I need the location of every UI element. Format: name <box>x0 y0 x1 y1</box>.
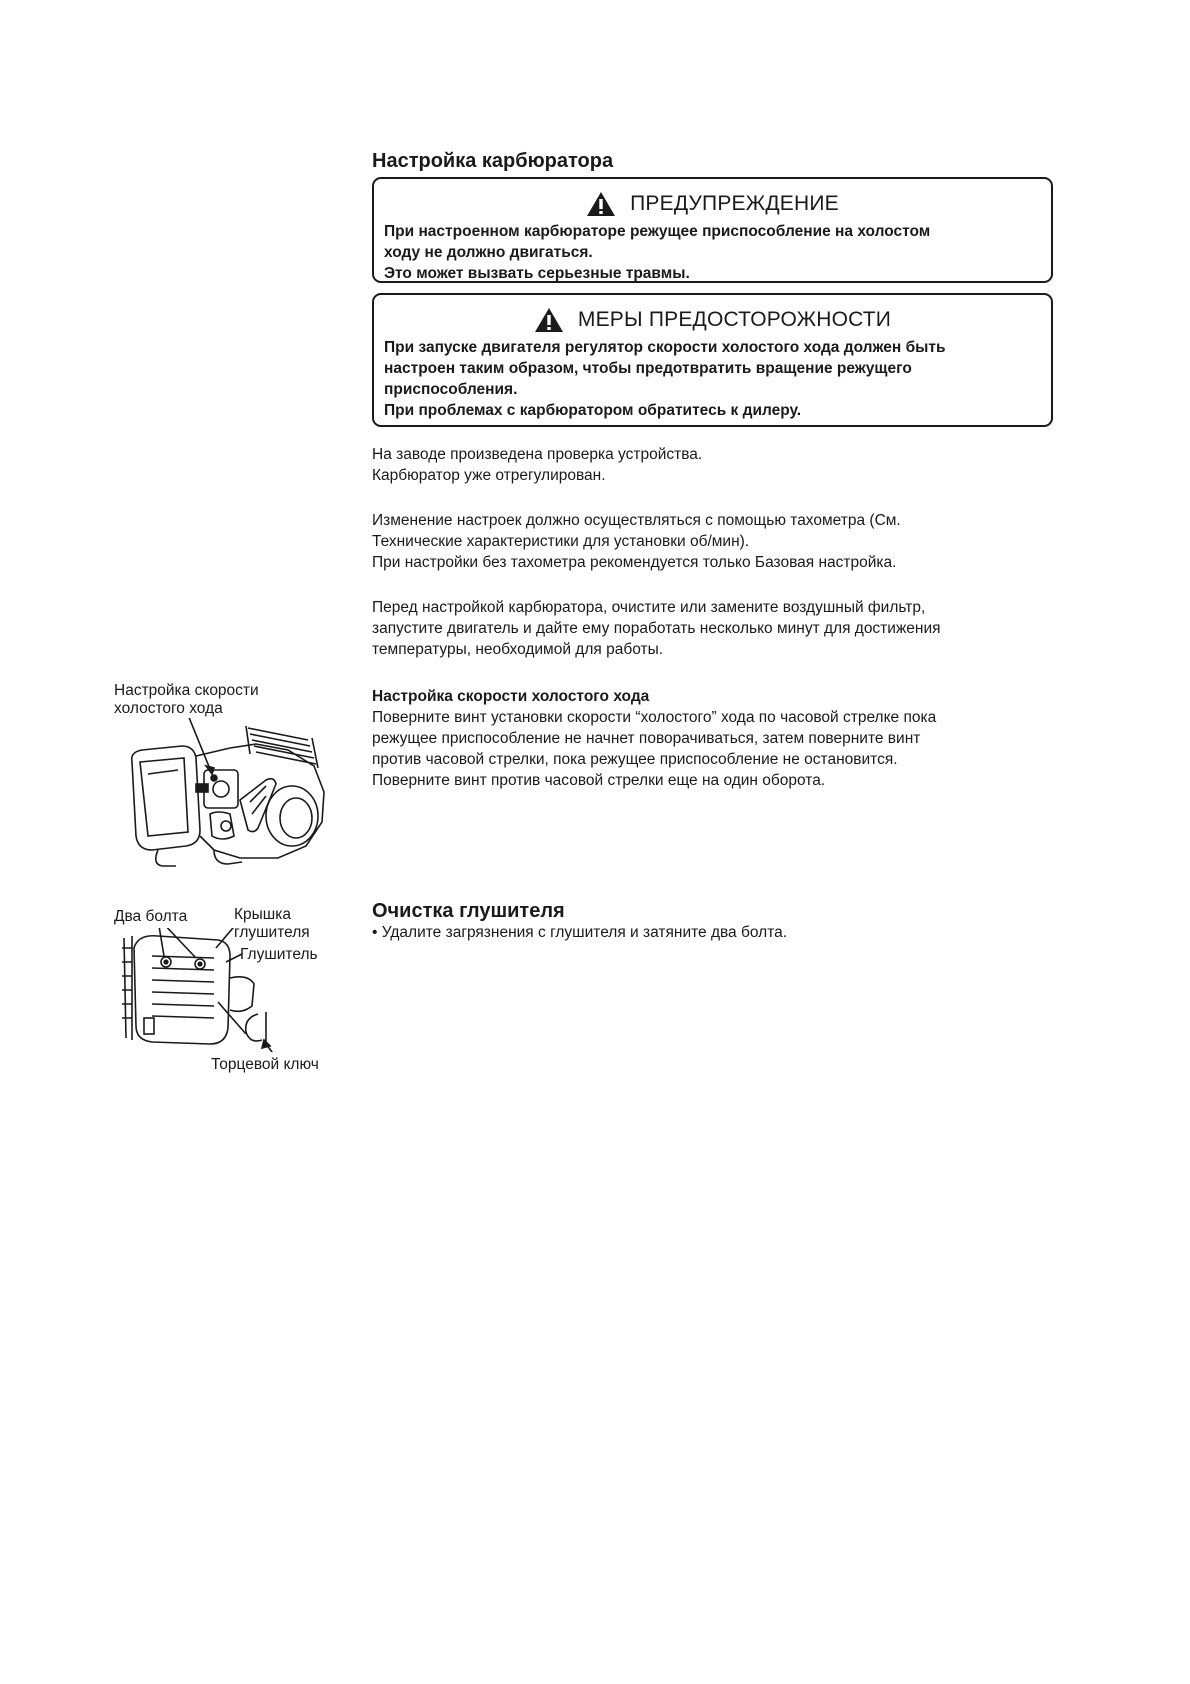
idle-speed-title: Настройка скорости холостого хода <box>372 688 650 705</box>
paragraph-line: Изменение настроек должно осуществляться с помощью тахометра (См. <box>372 512 901 529</box>
warning-triangle-icon <box>534 307 564 333</box>
paragraph-line: запустите двигатель и дайте ему поработать несколько минут для достижения <box>372 620 941 637</box>
paragraph-line: На заводе произведена проверка устройства. <box>372 446 703 463</box>
muffler-illustration <box>118 928 298 1052</box>
paragraph-line: Перед настройкой карбюратора, очистите или замените воздушный фильтр, <box>372 599 926 616</box>
warning-triangle-icon <box>586 191 616 217</box>
warning-heading <box>384 191 1041 217</box>
paragraph-line: Карбюратор уже отрегулирован. <box>372 467 606 484</box>
label-socket-wrench: Торцевой ключ <box>211 1056 319 1073</box>
caption-line: глушителя <box>234 924 310 941</box>
paragraph-line: режущее приспособление не начнет поворачиваться, затем поверните винт <box>372 730 921 747</box>
paragraph-line: При настройки без тахометра рекомендуется только Базовая настройка. <box>372 554 897 571</box>
section-title-carburetor: Настройка карбюратора <box>372 150 614 172</box>
warning-box <box>372 177 1053 283</box>
caption-line: Крышка <box>234 906 291 923</box>
engine-carburetor-illustration <box>118 718 338 868</box>
idle-speed-section <box>372 687 936 791</box>
label-two-bolts: Два болта <box>114 908 188 925</box>
paragraph-line: температуры, необходимой для работы. <box>372 641 664 658</box>
caution-heading-text: МЕРЫ ПРЕДОСТОРОЖНОСТИ <box>577 308 892 331</box>
section-title-muffler: Очистка глушителя <box>372 900 565 922</box>
caution-line: При запуске двигателя регулятор скорости холостого хода должен быть <box>384 339 946 356</box>
caption-line: Настройка скорости <box>114 682 259 699</box>
paragraph-factory-check <box>372 444 702 486</box>
warning-line: Это может вызвать серьезные травмы. <box>384 265 690 282</box>
muffler-instruction: • Удалите загрязнения с глушителя и затяните два болта. <box>372 924 788 941</box>
paragraph-line: Поверните винт против часовой стрелки еще на один оборота. <box>372 772 826 789</box>
caution-line: настроен таким образом, чтобы предотвратить вращение режущего <box>384 360 912 377</box>
paragraph-line: Поверните винт установки скорости “холостого” хода по часовой стрелке пока <box>372 709 937 726</box>
paragraph-line: против часовой стрелки, пока режущее приспособление не остановится. <box>372 751 898 768</box>
paragraph-line: Технические характеристики для установки об/мин). <box>372 533 750 550</box>
warning-line: ходу не должно двигаться. <box>384 244 593 261</box>
caution-heading <box>384 307 1041 333</box>
paragraph-tachometer <box>372 510 901 573</box>
caution-box <box>372 293 1053 427</box>
caption-line: холостого хода <box>114 700 223 717</box>
paragraph-before-adjust <box>372 597 941 660</box>
warning-heading-text: ПРЕДУПРЕЖДЕНИЕ <box>630 192 839 215</box>
caution-line: При проблемах с карбюратором обратитесь к дилеру. <box>384 402 802 419</box>
figure-caption-idle-speed <box>114 682 259 718</box>
label-muffler: Глушитель <box>240 946 318 963</box>
caution-line: приспособления. <box>384 381 518 398</box>
warning-line: При настроенном карбюраторе режущее приспособление на холостом <box>384 223 931 240</box>
